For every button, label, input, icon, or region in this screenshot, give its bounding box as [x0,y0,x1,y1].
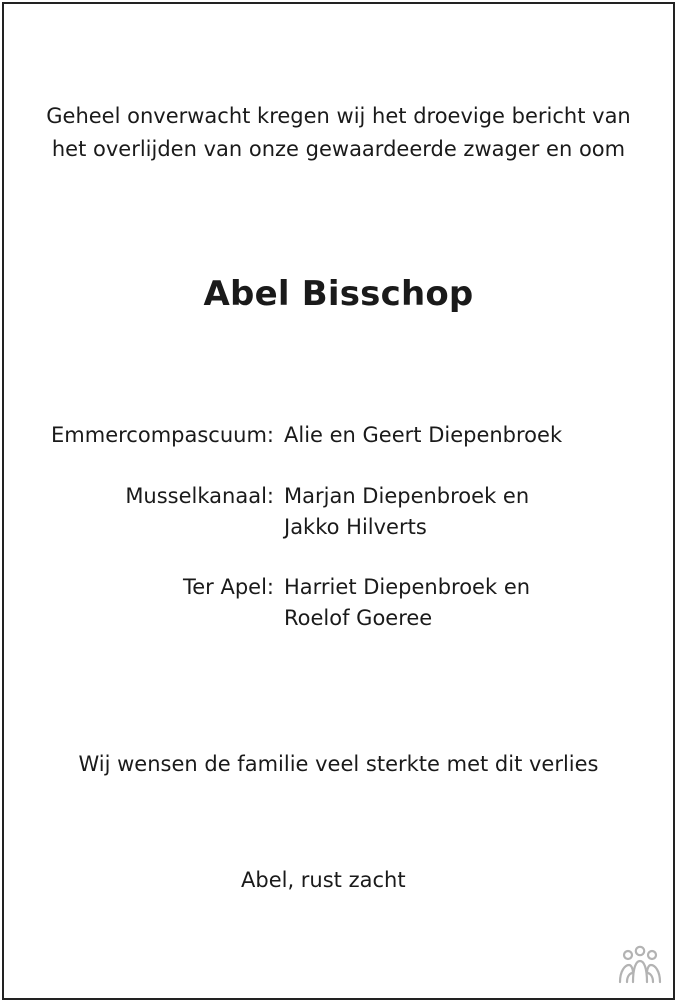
mourner-names [284,420,562,451]
mourner-name-line: Jakko Hilverts [284,515,427,539]
mourner-place: Ter Apel: [182,575,274,599]
mourner-names [284,481,529,543]
intro-text [0,100,677,166]
mourner-name-line: Harriet Diepenbroek en [284,575,531,599]
mourner-names [284,572,530,634]
condolence-wish: Wij wensen de familie veel sterkte met dit verlies [78,752,599,776]
mourner-name-line: Marjan Diepenbroek en [284,484,530,508]
family-people-icon [616,944,664,986]
intro-line-1: Geheel onverwacht kregen wij het droevige bericht van [46,104,631,128]
intro-line-2: het overlijden van onze gewaardeerde zwager en oom [51,137,626,161]
mourner-place: Musselkanaal: [125,484,274,508]
mourner-place: Emmercompascuum: [51,423,274,447]
farewell-text: Abel, rust zacht [241,868,406,892]
mourner-name-line: Alie en Geert Diepenbroek [284,423,563,447]
mourner-name-line: Roelof Goeree [284,606,433,630]
deceased-name: Abel Bisschop [203,274,474,314]
